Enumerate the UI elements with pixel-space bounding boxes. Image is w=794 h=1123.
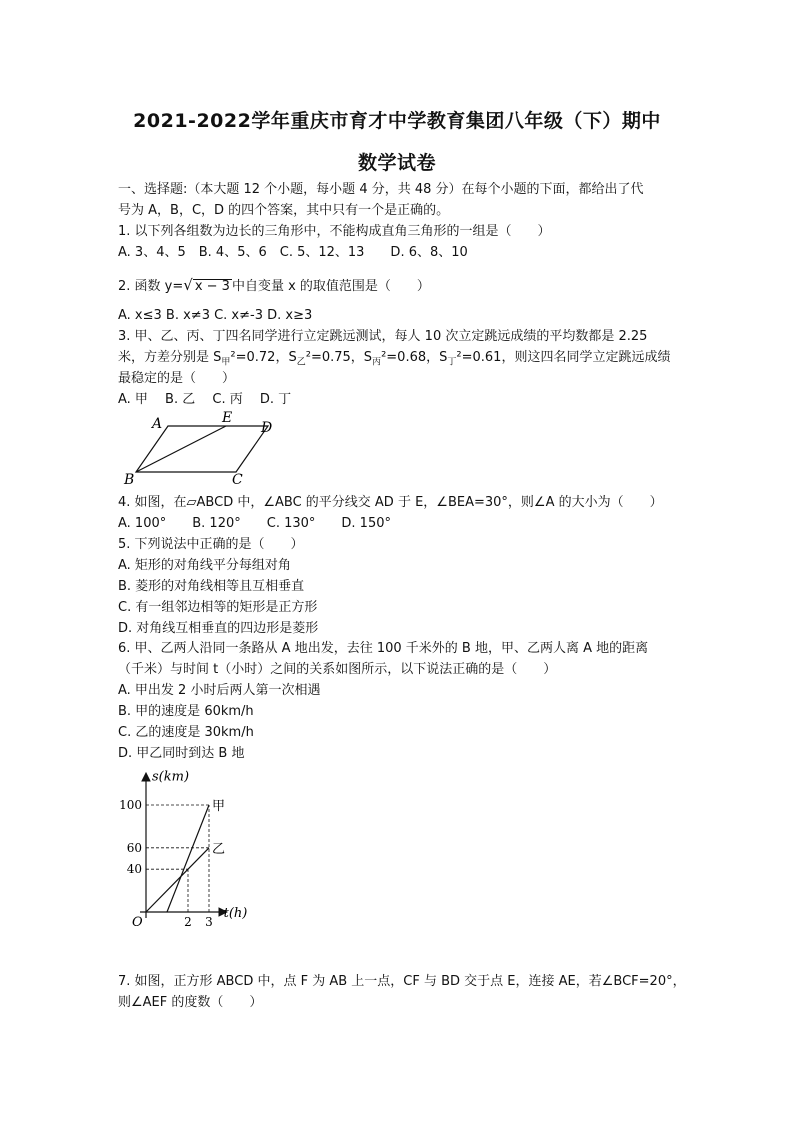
- q3-val-bing: ²=0.68，S: [381, 350, 448, 365]
- q3-val-ding: ²=0.61，则这四名同学立定跳远成绩: [456, 350, 671, 365]
- exam-title-line2: 数学试卷: [357, 152, 436, 174]
- q6-option-d: D. 甲乙同时到达 B 地: [118, 746, 245, 761]
- series-label-1: 甲: [212, 799, 226, 814]
- q2-radicand: x − 3: [194, 279, 230, 294]
- label-b: B: [124, 472, 135, 488]
- label-d: D: [261, 420, 273, 436]
- parallelogram-figure: [118, 410, 288, 490]
- q3-val-yi: ²=0.75，S: [305, 350, 373, 365]
- x-axis-label: t(h): [223, 906, 248, 921]
- q3-sub-bing: 丙: [372, 357, 382, 368]
- y-axis-label: s(km): [152, 769, 190, 785]
- label-e: E: [222, 410, 233, 426]
- q4-stem: 4. 如图，在▱ABCD 中，∠ABC 的平分线交 AD 于 E，∠BEA=30°，则∠A 的大小为（ ）: [118, 495, 663, 510]
- q5-option-a: A. 矩形的对角线平分每组对角: [118, 558, 291, 573]
- q4-options: A. 100° B. 120° C. 130° D. 150°: [118, 516, 391, 531]
- exam-title-line1: 2021-2022学年重庆市育才中学教育集团八年级（下）期中: [133, 110, 661, 132]
- q1-stem: 1. 以下列各组数为边长的三角形中，不能构成直角三角形的一组是（ ）: [118, 224, 551, 239]
- q2-stem-post: 中自变量 x 的取值范围是（ ）: [231, 279, 430, 294]
- q3-line2: [118, 349, 670, 372]
- label-a: A: [152, 416, 163, 432]
- q3-sub-jia: 甲: [221, 357, 231, 368]
- q3-line3: 最稳定的是（ ）: [118, 371, 236, 386]
- parallelogram-abcd: [136, 426, 268, 472]
- q3-options: A. 甲 B. 乙 C. 丙 D. 丁: [118, 392, 292, 407]
- q3-sub-ding: 丁: [447, 357, 457, 368]
- q2-stem-pre: 2. 函数 y=: [118, 279, 184, 294]
- series-label-2: 乙: [212, 841, 226, 857]
- q3-line2-a: 米，方差分别是 S: [118, 350, 222, 365]
- q3-sub-yi: 乙: [296, 357, 306, 368]
- q1-options: A. 3、4、5 B. 4、5、6 C. 5、12、13 D. 6、8、10: [118, 245, 468, 260]
- x-tick-label: 3: [205, 915, 213, 929]
- q5-option-d: D. 对角线互相垂直的四边形是菱形: [118, 621, 319, 636]
- q3-val-jia: ²=0.72，S: [230, 350, 297, 365]
- section1-intro-line1: 一、选择题:（本大题 12 个小题，每小题 4 分，共 48 分）在每个小题的下面，都给出了代: [118, 182, 644, 197]
- q3-line1: 3. 甲、乙、丙、丁四名同学进行立定跳远测试，每人 10 次立定跳远成绩的平均数都是 2.25: [118, 329, 648, 344]
- series-line-2: [146, 848, 209, 912]
- q6-line2: （千米）与时间 t（小时）之间的关系如图所示，以下说法正确的是（ ）: [118, 662, 557, 677]
- q6-option-a: A. 甲出发 2 小时后两人第一次相遇: [118, 683, 321, 698]
- origin-label: O: [132, 915, 143, 930]
- y-tick-label: 40: [126, 862, 142, 877]
- q5-stem: 5. 下列说法中正确的是（ ）: [118, 537, 304, 552]
- q5-option-c: C. 有一组邻边相等的矩形是正方形: [118, 600, 318, 615]
- sqrt-icon: √: [183, 276, 193, 294]
- q6-option-c: C. 乙的速度是 30km/h: [118, 725, 254, 740]
- distance-time-chart: [112, 760, 282, 930]
- q2-stem: [118, 276, 430, 296]
- q7-line2: 则∠AEF 的度数（ ）: [118, 995, 263, 1010]
- y-tick-label: 60: [126, 840, 142, 855]
- segment-be: [136, 426, 226, 472]
- section1-intro-line2: 号为 A，B，C，D 的四个答案，其中只有一个是正确的。: [118, 203, 450, 218]
- q2-options: A. x≤3 B. x≠3 C. x≠-3 D. x≥3: [118, 308, 313, 323]
- x-tick-label: 2: [184, 915, 192, 929]
- y-tick-label: 100: [119, 798, 142, 812]
- q7-line1: 7. 如图，正方形 ABCD 中，点 F 为 AB 上一点，CF 与 BD 交于点 E，连接 AE，若∠BCF=20°，: [118, 974, 686, 989]
- label-c: C: [232, 472, 243, 488]
- q6-option-b: B. 甲的速度是 60km/h: [118, 704, 254, 719]
- q5-option-b: B. 菱形的对角线相等且互相垂直: [118, 579, 305, 594]
- q6-line1: 6. 甲、乙两人沿同一条路从 A 地出发，去往 100 千米外的 B 地，甲、乙两人离 A 地的距离: [118, 641, 649, 656]
